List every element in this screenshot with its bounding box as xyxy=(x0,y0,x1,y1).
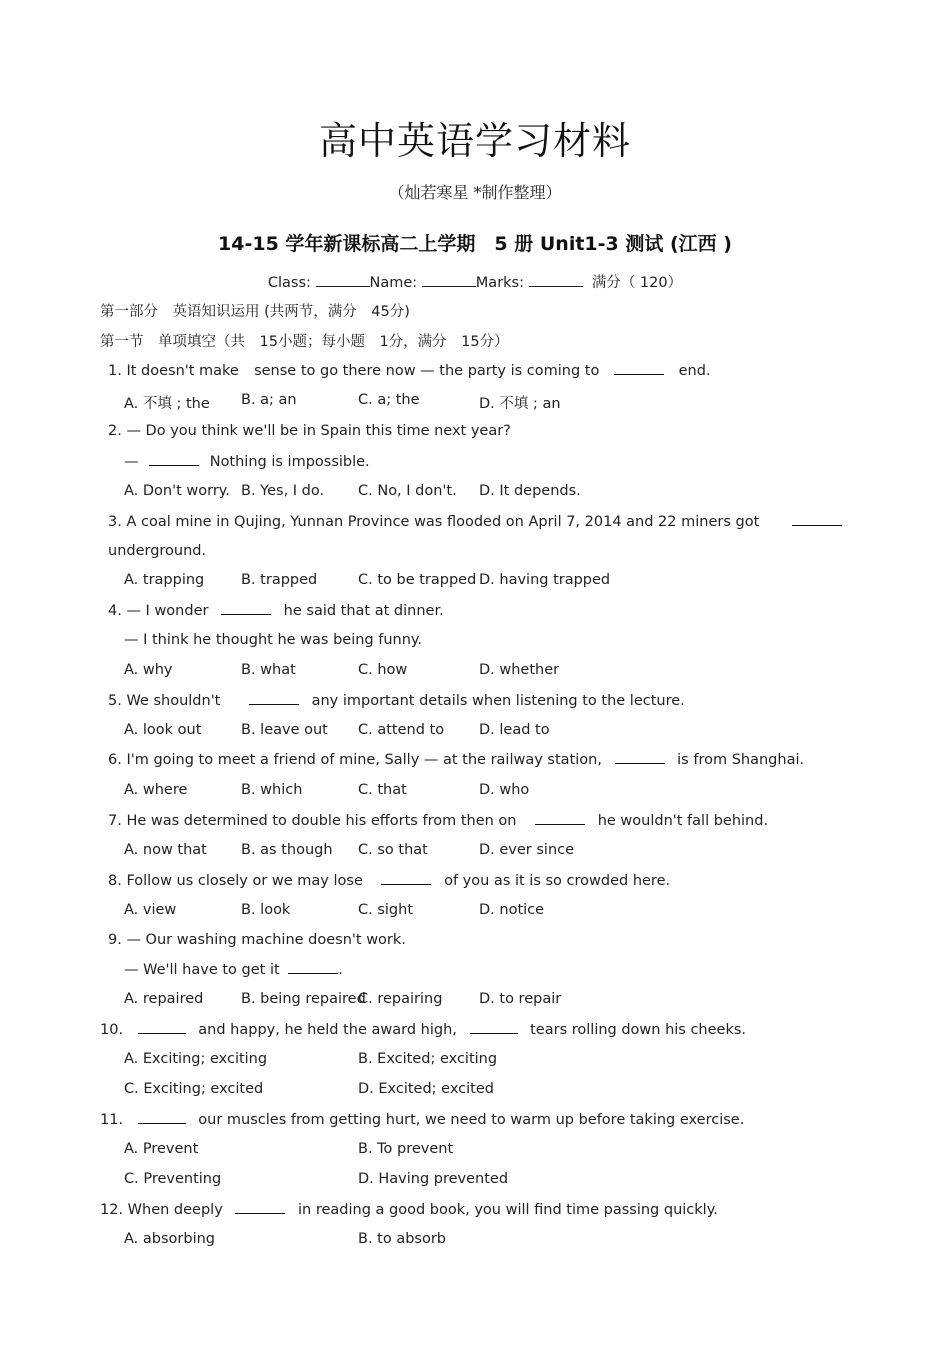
option-a[interactable]: A. Prevent xyxy=(124,1141,199,1157)
question-stem: 3. A coal mine in Qujing, Yunnan Province was flooded on April 7, 2014 and 22 miners got xyxy=(108,514,760,530)
option-d[interactable]: D. 不填 ; an xyxy=(479,396,561,412)
question-5 xyxy=(108,692,685,709)
answer-blank[interactable] xyxy=(614,362,664,375)
period: . xyxy=(338,962,343,978)
option-c[interactable]: C. that xyxy=(358,782,407,798)
option-c[interactable]: C. so that xyxy=(358,842,428,858)
answer-blank[interactable] xyxy=(249,692,299,705)
answer-blank[interactable] xyxy=(288,961,338,974)
option-c[interactable]: C. No, I don't. xyxy=(358,483,457,499)
class-blank[interactable] xyxy=(316,274,370,287)
page-title: 高中英语学习材料 xyxy=(318,119,631,163)
option-b[interactable]: B. being repaired xyxy=(241,991,366,1007)
question-1 xyxy=(108,362,711,379)
question-stem: — We'll have to get it xyxy=(124,962,280,978)
class-label: Class: xyxy=(267,275,311,291)
answer-blank[interactable] xyxy=(615,751,665,764)
question-stem: 7. He was determined to double his efforts from then on xyxy=(108,813,517,829)
marks-blank[interactable] xyxy=(529,274,583,287)
question-stem: tears rolling down his cheeks. xyxy=(530,1022,747,1038)
option-a[interactable]: A. where xyxy=(124,782,188,798)
option-c[interactable]: C. repairing xyxy=(358,991,443,1007)
option-a[interactable]: A. 不填 ; the xyxy=(124,396,210,412)
question-stem: 6. I'm going to meet a friend of mine, Sally — at the railway station, xyxy=(108,752,602,768)
question-stem: of you as it is so crowded here. xyxy=(444,873,671,889)
answer-blank[interactable] xyxy=(149,453,199,466)
question-stem: 10. xyxy=(100,1022,124,1038)
option-a[interactable]: A. Don't worry. xyxy=(124,483,230,499)
option-b[interactable]: B. To prevent xyxy=(358,1141,454,1157)
answer-blank[interactable] xyxy=(381,872,431,885)
question-stem: sense to go there now — the party is coming to xyxy=(254,363,600,379)
answer-blank[interactable] xyxy=(235,1201,285,1214)
question-stem: is from Shanghai. xyxy=(677,752,805,768)
option-c[interactable]: C. sight xyxy=(358,902,414,918)
question-stem: 1. It doesn't make xyxy=(108,363,239,379)
option-a[interactable]: A. look out xyxy=(124,722,202,738)
student-info-line xyxy=(0,271,950,292)
option-a[interactable]: A. absorbing xyxy=(124,1231,215,1247)
question-3-continued: underground. xyxy=(108,543,207,559)
question-stem: 4. — I wonder xyxy=(108,603,209,619)
section-heading: 第一节 单项填空（共 15小题；每小题 1分，满分 15分） xyxy=(100,334,509,350)
question-10 xyxy=(100,1021,746,1038)
question-12 xyxy=(100,1201,718,1218)
answer-blank[interactable] xyxy=(138,1111,186,1124)
option-b[interactable]: B. what xyxy=(241,662,296,678)
option-a[interactable]: A. now that xyxy=(124,842,207,858)
option-a[interactable]: A. why xyxy=(124,662,173,678)
question-stem: 11. xyxy=(100,1112,124,1128)
question-9: 9. — Our washing machine doesn't work. xyxy=(108,932,406,948)
option-d[interactable]: D. lead to xyxy=(479,722,550,738)
question-8 xyxy=(108,872,670,889)
option-b[interactable]: B. Excited; exciting xyxy=(358,1051,498,1067)
question-stem: 5. We shouldn't xyxy=(108,693,221,709)
option-b[interactable]: B. as though xyxy=(241,842,333,858)
total-score: 满分（ 120） xyxy=(591,275,683,291)
question-stem: in reading a good book, you will find time passing quickly. xyxy=(298,1202,718,1218)
option-c[interactable]: C. how xyxy=(358,662,408,678)
option-b[interactable]: B. a; an xyxy=(241,392,297,408)
question-stem: Nothing is impossible. xyxy=(209,454,370,470)
name-label: Name: xyxy=(369,275,418,291)
question-7 xyxy=(108,812,768,829)
option-b[interactable]: B. which xyxy=(241,782,303,798)
option-d[interactable]: D. Having prevented xyxy=(358,1171,509,1187)
option-b[interactable]: B. look xyxy=(241,902,291,918)
option-d[interactable]: D. whether xyxy=(479,662,560,678)
option-d[interactable]: D. who xyxy=(479,782,530,798)
question-4-response: — I think he thought he was being funny. xyxy=(124,632,423,648)
option-d[interactable]: D. It depends. xyxy=(479,483,581,499)
option-a[interactable]: A. view xyxy=(124,902,177,918)
question-2: 2. — Do you think we'll be in Spain this time next year? xyxy=(108,423,511,439)
option-c[interactable]: C. attend to xyxy=(358,722,445,738)
dash: — xyxy=(124,454,139,470)
option-a[interactable]: A. repaired xyxy=(124,991,204,1007)
question-stem: end. xyxy=(678,363,711,379)
option-b[interactable]: B. leave out xyxy=(241,722,328,738)
question-stem: he said that at dinner. xyxy=(283,603,444,619)
option-c[interactable]: C. to be trapped xyxy=(358,572,477,588)
option-d[interactable]: D. having trapped xyxy=(479,572,611,588)
answer-blank[interactable] xyxy=(138,1021,186,1034)
option-a[interactable]: A. trapping xyxy=(124,572,205,588)
option-b[interactable]: B. trapped xyxy=(241,572,318,588)
question-stem: 12. When deeply xyxy=(100,1202,223,1218)
option-a[interactable]: A. Exciting; exciting xyxy=(124,1051,268,1067)
question-2-response xyxy=(124,453,370,470)
option-c[interactable]: C. Exciting; excited xyxy=(124,1081,264,1097)
question-stem: he wouldn't fall behind. xyxy=(597,813,769,829)
exam-subtitle: 14-15 学年新课标高二上学期 5 册 Unit1-3 测试 (江西 ) xyxy=(218,233,732,255)
option-c[interactable]: C. Preventing xyxy=(124,1171,222,1187)
option-d[interactable]: D. to repair xyxy=(479,991,562,1007)
question-3 xyxy=(108,513,842,530)
answer-blank[interactable] xyxy=(792,513,842,526)
option-d[interactable]: D. Excited; excited xyxy=(358,1081,494,1097)
option-c[interactable]: C. a; the xyxy=(358,392,420,408)
question-6 xyxy=(108,751,804,768)
answer-blank[interactable] xyxy=(535,812,585,825)
question-stem: and happy, he held the award high, xyxy=(198,1022,457,1038)
question-stem: our muscles from getting hurt, we need to warm up before taking exercise. xyxy=(198,1112,745,1128)
name-blank[interactable] xyxy=(422,274,476,287)
question-9-response xyxy=(124,961,343,978)
question-stem: any important details when listening to the lecture. xyxy=(311,693,685,709)
credit-line: （灿若寒星 *制作整理） xyxy=(388,183,562,202)
part-heading: 第一部分 英语知识运用 (共两节，满分 45分) xyxy=(100,304,410,320)
question-stem: 8. Follow us closely or we may lose xyxy=(108,873,363,889)
question-4 xyxy=(108,602,444,619)
answer-blank[interactable] xyxy=(221,602,271,615)
marks-label: Marks: xyxy=(475,275,524,291)
option-d[interactable]: D. ever since xyxy=(479,842,575,858)
answer-blank[interactable] xyxy=(470,1021,518,1034)
option-b[interactable]: B. to absorb xyxy=(358,1231,447,1247)
option-d[interactable]: D. notice xyxy=(479,902,545,918)
question-11 xyxy=(100,1111,744,1128)
option-b[interactable]: B. Yes, I do. xyxy=(241,483,325,499)
